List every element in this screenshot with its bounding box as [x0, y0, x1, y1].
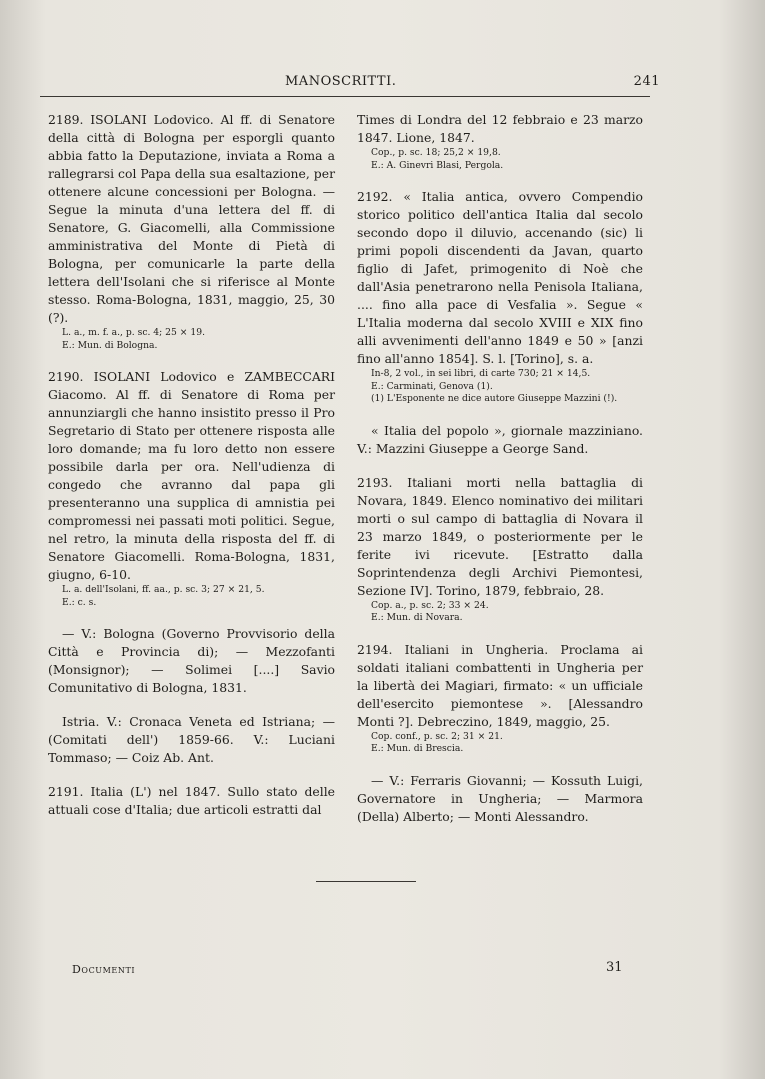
right-column	[357, 111, 643, 842]
entry-2191	[48, 783, 335, 819]
entry-2190	[48, 368, 335, 609]
entry-text: — V.: Bologna (Governo Provvisorio della Città e Provincia di); — Mezzofanti (Monsignor); — Solimei [....] Savio Comunitativo di Bologna, 1831.	[48, 626, 335, 695]
entry-text: 2193. Italiani morti nella battaglia di Novara, 1849. Elenco nominativo dei militari morti o sul campo di battaglia di Novara il 23 marzo 1849, o posteriormente per le ferite ivi ricevute. [Estratto dalla Soprintendenza degli Archivi Piemontesi, Sezione IV]. Torino, 1879, febbraio, 28.	[357, 474, 643, 598]
entry-cross-reference-bologna	[48, 625, 335, 697]
entry-note: E.: c. s.	[62, 596, 97, 608]
footnote: (1) L'Esponente ne dice autore Giuseppe Mazzini (!).	[371, 393, 618, 404]
entry-2193	[357, 474, 643, 625]
entry-note: E.: Mun. di Bologna.	[62, 339, 158, 351]
entry-2194	[357, 641, 643, 756]
footer-signature: Documenti	[72, 963, 136, 976]
footer-number: 31	[606, 960, 623, 975]
left-column	[48, 111, 335, 835]
entry-text: 2191. Italia (L') nel 1847. Sullo stato delle attuali cose d'Italia; due articoli estratti dal	[48, 784, 335, 817]
entry-note: L. a. dell'Isolani, ff. aa., p. sc. 3; 27 × 21, 5.	[62, 584, 265, 595]
entry-text: — V.: Ferraris Giovanni; — Kossuth Luigi, Governatore in Ungheria; — Marmora (Della) Alberto; — Monti Alessandro.	[357, 772, 643, 824]
entry-text: 2189. ISOLANI Lodovico. Al ff. di Senatore della città di Bologna per esporgli quanto abbia fatto la Deputazione, inviata a Roma a rallegrarsi col Papa della sua esaltazione, per ottenere alcune concessioni per Bologna. — Segue la minuta d'una lettera del ff. di Senatore, G. Giacomelli, alla Commissione amministrativa del Monte di Pietà di Bologna, per comunicarle la parte della lettera dell'Isolani che si riferisce al Monte stesso. Roma-Bologna, 1831, maggio, 25, 30 (?).	[48, 112, 335, 325]
entry-text: « Italia del popolo », giornale mazziniano. V.: Mazzini Giuseppe a George Sand.	[357, 422, 643, 456]
header-rule	[40, 96, 650, 97]
entry-note: L. a., m. f. a., p. sc. 4; 25 × 19.	[62, 327, 206, 338]
entry-2191-continued	[357, 111, 643, 172]
entry-text: 2190. ISOLANI Lodovico e ZAMBECCARI Giacomo. Al ff. di Senatore di Roma per annunziargli che hanno insistito presso il Pro Segretario di Stato per ottenere risposta alle loro domande; ma fu loro detto non essere possibile darla per ora. Nell'udienza di congedo che avranno dal papa gli presenteranno una supplica di amnistia pei compromessi nei passati moti politici. Segue, nel retro, la minuta della risposta del ff. di Senatore Giacomelli. Roma-Bologna, 1831, giugno, 6-10.	[48, 369, 335, 582]
entry-cross-reference-ungheria	[357, 772, 643, 826]
entry-note: Cop., p. sc. 18; 25,2 × 19,8.	[371, 147, 501, 158]
entry-2192	[357, 188, 643, 406]
entry-note: E.: Mun. di Novara.	[371, 612, 463, 623]
entry-note: Cop. conf., p. sc. 2; 31 × 21.	[371, 730, 503, 742]
header-page-number: 241	[633, 74, 660, 89]
entry-note: E.: A. Ginevri Blasi, Pergola.	[371, 159, 504, 171]
entry-text: Times di Londra del 12 febbraio e 23 marzo 1847. Lione, 1847.	[357, 112, 643, 145]
entry-note: Cop. a., p. sc. 2; 33 × 24.	[371, 599, 489, 611]
header-title: MANOSCRITTI.	[285, 74, 397, 89]
entry-note: In-8, 2 vol., in sei libri, di carte 730; 21 × 14,5.	[371, 368, 591, 379]
entry-note: E.: Carminati, Genova (1).	[371, 380, 493, 392]
entry-text: Istria. V.: Cronaca Veneta ed Istriana; — (Comitati dell') 1859-66. V.: Luciani Tommaso; — Coiz Ab. Ant.	[48, 714, 335, 765]
entry-note: E.: Mun. di Brescia.	[371, 743, 464, 754]
entry-2189	[48, 111, 335, 352]
entry-italia-del-popolo	[357, 422, 643, 458]
entry-text: 2192. « Italia antica, ovvero Compendio storico politico dell'antica Italia dal secolo secondo dopo il diluvio, accenando (sic) li primi popoli discendenti da Javan, quarto figlio di Jafet, primogenito di Noè che dall'Asia penetrarono nella Penisola Italiana, .... fino alla pace di Vesfalia ». Segue « L'Italia moderna dal secolo XVIII e XIX fino alli avvenimenti dell'anno 1849 e 50 » [anzi fino all'anno 1854]. S. l. [Torino], s. a.	[357, 189, 643, 366]
entry-istria	[48, 713, 335, 767]
end-rule	[316, 881, 416, 882]
entry-text: 2194. Italiani in Ungheria. Proclama ai soldati italiani combattenti in Ungheria per la libertà dei Magiari, firmato: « un ufficiale dell'esercito piemontese ». [Alessandro Monti ?]. Debreczino, 1849, maggio, 25.	[357, 641, 643, 729]
